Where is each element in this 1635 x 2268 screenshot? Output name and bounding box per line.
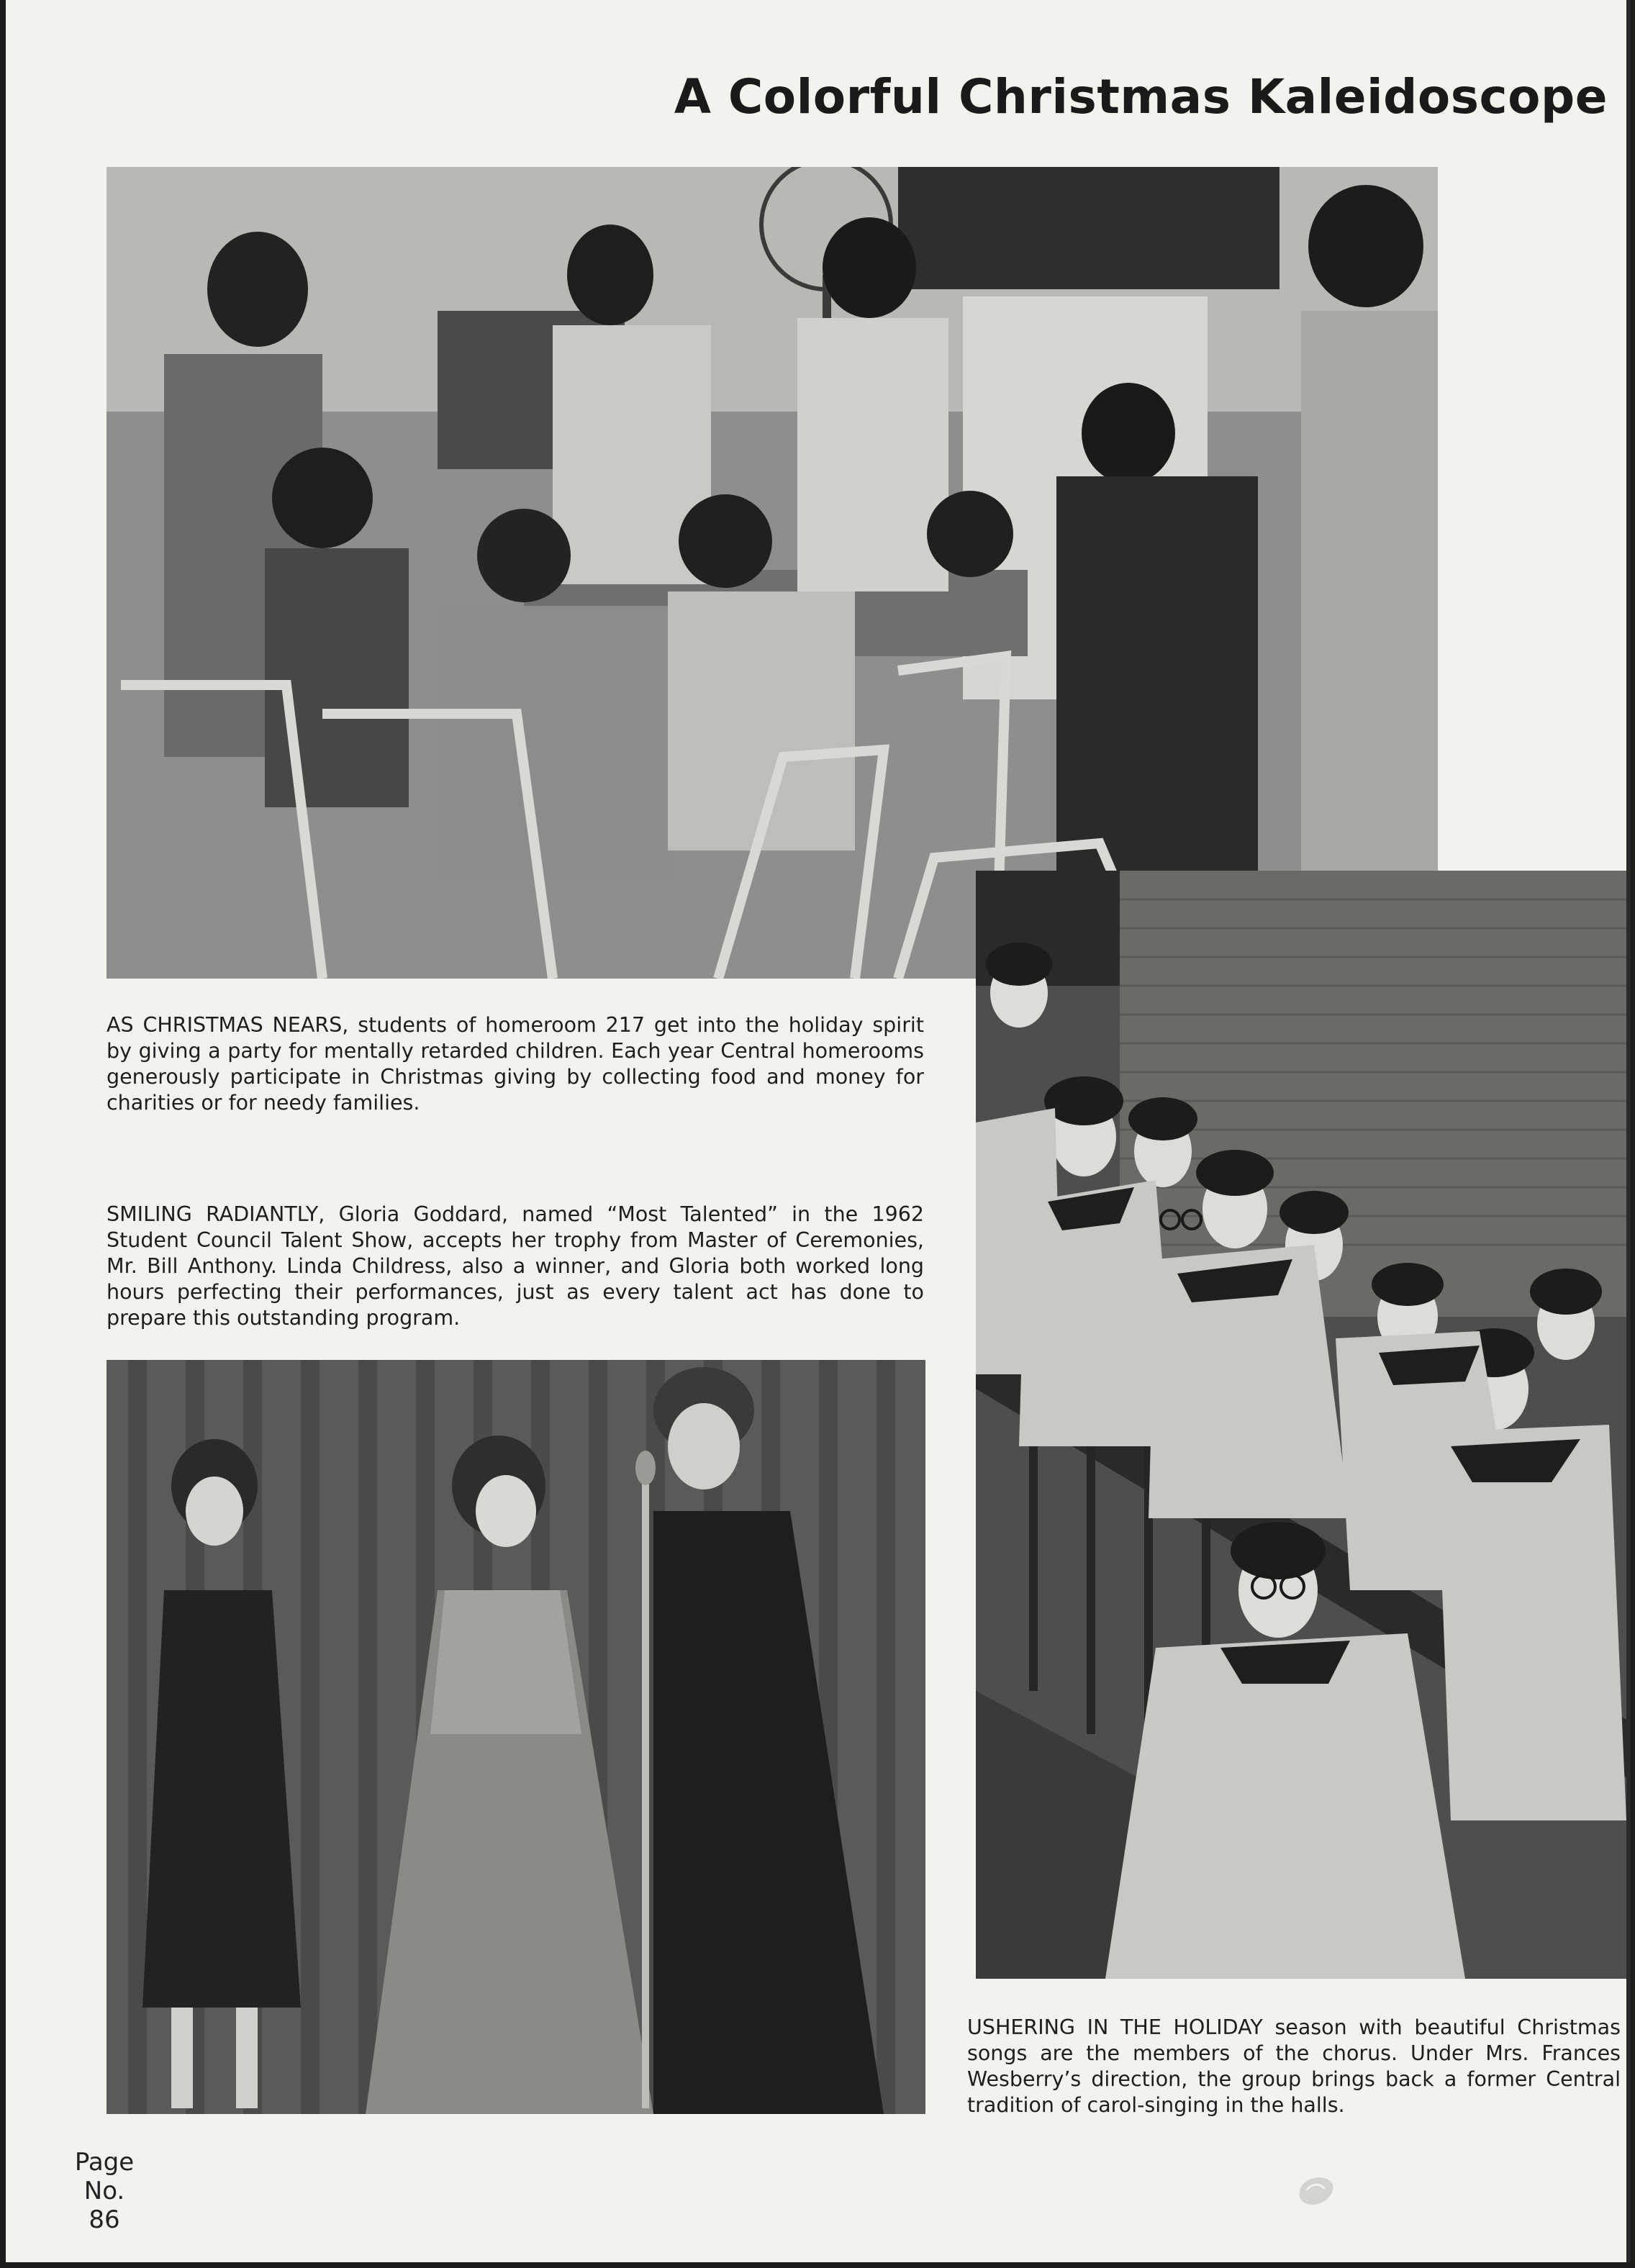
chorus-photo: [976, 871, 1626, 1979]
yearbook-page: [6, 0, 1631, 2262]
chorus-caption-text: season with beautiful Christmas songs are the members of the chorus. Under Mrs. Frances Wesberry’s direction, the group brings back a former Central tradition of carol-singing in the halls.: [967, 2015, 1621, 2117]
party-caption-text: students of homeroom 217 get into the holiday spirit by giving a party for mentally retarded children. Each year Central homerooms generously participate in Christmas giving by collecting food and money for charities or for needy families.: [107, 1013, 925, 1115]
page-number-value: 86: [89, 2205, 120, 2234]
page-number-label-2: No.: [83, 2177, 125, 2205]
chorus-caption-lead: USHERING IN THE HOLIDAY: [967, 2015, 1263, 2039]
embossed-seal-icon: [1294, 2170, 1337, 2209]
talent-caption: [107, 1202, 924, 1331]
talent-show-photo: [107, 1360, 925, 2114]
party-photo: [107, 167, 1438, 979]
page-number-label-1: Page: [74, 2148, 135, 2177]
page-number: [65, 2148, 144, 2234]
page-title: A Colorful Christmas Kaleidoscope: [674, 69, 1608, 124]
chorus-caption: [967, 2015, 1621, 2118]
talent-caption-lead: SMILING RADIANTLY,: [107, 1202, 325, 1226]
talent-caption-text: Gloria Goddard, named “Most Talented” in the 1962 Student Council Talent Show, accepts her trophy from Master of Ceremonies, Mr. Bill Anthony. Linda Childress, also a winner, and Gloria both worked long hours perfecting their performances, just as every talent act has done to prepare this outstanding program.: [107, 1202, 925, 1330]
party-caption: [107, 1012, 924, 1116]
party-caption-lead: AS CHRISTMAS NEARS,: [107, 1013, 349, 1037]
